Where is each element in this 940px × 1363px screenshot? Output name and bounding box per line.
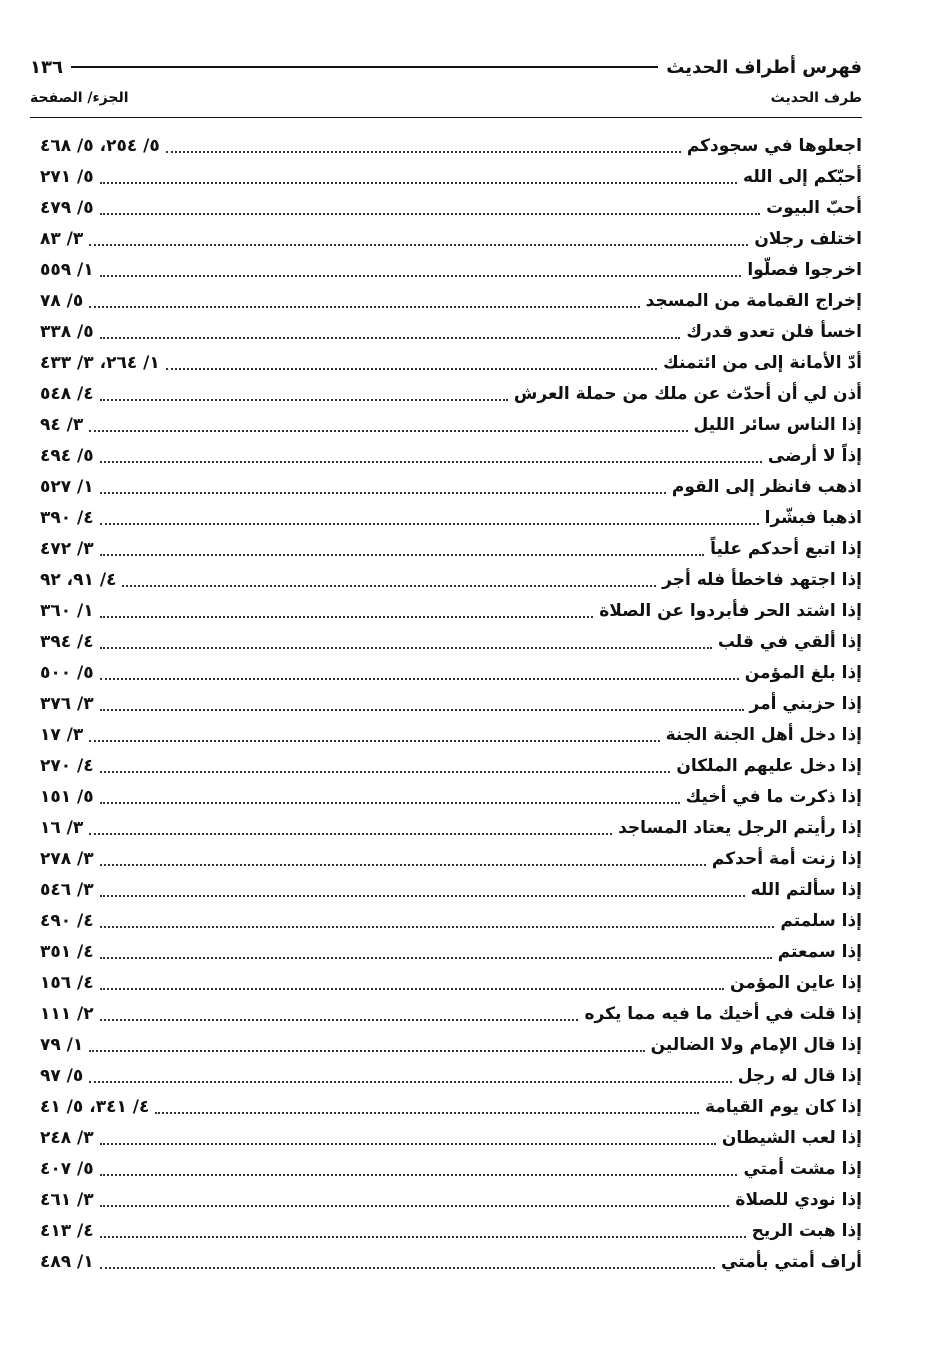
index-entry	[40, 874, 862, 905]
index-entry	[40, 285, 862, 316]
hadith-phrase: أحبّكم إلى الله	[743, 166, 862, 187]
column-heading-volume-page: الجزء/ الصفحة	[30, 90, 129, 106]
hadith-phrase: إذا نودي للصلاة	[735, 1189, 862, 1210]
volume-page-reference: ٥/ ٢٥٤، ٥/ ٤٦٨	[40, 135, 160, 156]
index-entry	[40, 657, 862, 688]
dot-leader	[100, 1174, 738, 1176]
dot-leader	[100, 647, 712, 649]
index-entry	[40, 1029, 862, 1060]
index-entry	[40, 936, 862, 967]
dot-leader	[100, 399, 508, 401]
volume-page-reference: ٥/ ٥٠٠	[40, 662, 94, 683]
index-entry	[40, 1060, 862, 1091]
dot-leader	[166, 368, 657, 370]
header-rule	[71, 66, 658, 68]
dot-leader	[100, 213, 761, 215]
index-entry	[40, 161, 862, 192]
hadith-phrase: اذهبا فبشّرا	[764, 507, 862, 528]
index-entry	[40, 564, 862, 595]
volume-page-reference: ٤/ ٤١٣	[40, 1220, 94, 1241]
dot-leader	[89, 833, 612, 835]
index-entry	[40, 843, 862, 874]
dot-leader	[89, 244, 748, 246]
index-entry	[40, 130, 862, 161]
index-entry	[40, 1153, 862, 1184]
volume-page-reference: ١/ ٧٩	[40, 1034, 84, 1055]
hadith-phrase: اذهب فانظر إلى القوم	[671, 476, 862, 497]
volume-page-reference: ٥/ ٢٧١	[40, 166, 94, 187]
index-entry	[40, 440, 862, 471]
dot-leader	[100, 926, 775, 928]
volume-page-reference: ١/ ٤٨٩	[40, 1251, 94, 1272]
hadith-phrase: اخسأ فلن تعدو قدرك	[686, 321, 862, 342]
dot-leader	[100, 337, 681, 339]
volume-page-reference: ٥/ ٩٧	[40, 1065, 84, 1086]
hadith-phrase: اختلف رجلان	[754, 228, 862, 249]
hadith-phrase: إخراج القمامة من المسجد	[645, 290, 862, 311]
volume-page-reference: ٤/ ٢٧٠	[40, 755, 94, 776]
hadith-phrase: إذا قال الإمام ولا الضالين	[650, 1034, 862, 1055]
hadith-phrase: إذا دخل أهل الجنة الجنة	[665, 724, 862, 745]
volume-page-reference: ٣/ ١٦	[40, 817, 84, 838]
hadith-phrase: أذن لي أن أحدّث عن ملك من حملة العرش	[513, 383, 862, 404]
volume-page-reference: ٤/ ٥٤٨	[40, 383, 94, 404]
page-number: ١٣٦	[30, 56, 63, 78]
index-entry	[40, 905, 862, 936]
volume-page-reference: ٤/ ٣٥١	[40, 941, 94, 962]
hadith-phrase: اخرجوا فصلّوا	[747, 259, 862, 280]
dot-leader	[100, 802, 680, 804]
hadith-phrase: إذا اجتهد فاخطأ فله أجر	[662, 569, 862, 590]
dot-leader	[155, 1112, 699, 1114]
volume-page-reference: ٤/ ١٥٦	[40, 972, 94, 993]
dot-leader	[100, 182, 737, 184]
volume-page-reference: ٣/ ١٧	[40, 724, 84, 745]
column-heading-rule	[30, 117, 862, 118]
hadith-phrase: إذا اشتد الحر فأبردوا عن الصلاة	[599, 600, 862, 621]
dot-leader	[100, 895, 745, 897]
volume-page-reference: ٤/ ٣٩٠	[40, 507, 94, 528]
hadith-phrase: إذا ألقي في قلب	[717, 631, 862, 652]
hadith-phrase: إذا قلت في أخيك ما فيه مما يكره	[584, 1003, 862, 1024]
hadith-phrase: إذاً لا أرضى	[767, 445, 862, 466]
dot-leader	[100, 523, 759, 525]
dot-leader	[100, 461, 762, 463]
index-entry	[40, 1246, 862, 1277]
running-title: فهرس أطراف الحديث	[666, 56, 862, 78]
index-entry	[40, 967, 862, 998]
volume-page-reference: ١/ ٢٦٤، ٣/ ٤٣٣	[40, 352, 160, 373]
volume-page-reference: ٥/ ٤٩٤	[40, 445, 94, 466]
index-entry	[40, 1215, 862, 1246]
volume-page-reference: ٢/ ١١١	[40, 1003, 94, 1024]
index-entry	[40, 316, 862, 347]
hadith-phrase: إذا كان يوم القيامة	[704, 1096, 862, 1117]
volume-page-reference: ١/ ٣٦٠	[40, 600, 94, 621]
hadith-phrase: إذا سمعتم	[777, 941, 862, 962]
dot-leader	[89, 1050, 644, 1052]
running-header	[30, 52, 862, 82]
index-entry	[40, 595, 862, 626]
hadith-phrase: إذا الناس سائر الليل	[693, 414, 862, 435]
hadith-phrase: إذا عاين المؤمن	[730, 972, 862, 993]
index-entry	[40, 688, 862, 719]
hadith-phrase: إذا حزبني أمر	[749, 693, 862, 714]
column-headings	[30, 90, 862, 114]
volume-page-reference: ٣/ ٢٤٨	[40, 1127, 94, 1148]
hadith-phrase: إذا دخل عليهم الملكان	[676, 755, 862, 776]
index-entry	[40, 223, 862, 254]
index-entry	[40, 254, 862, 285]
index-entry	[40, 812, 862, 843]
dot-leader	[100, 709, 744, 711]
index-entry	[40, 626, 862, 657]
dot-leader	[100, 1267, 715, 1269]
index-entry	[40, 781, 862, 812]
volume-page-reference: ٥/ ١٥١	[40, 786, 94, 807]
volume-page-reference: ٣/ ٥٤٦	[40, 879, 94, 900]
volume-page-reference: ٣/ ٤٧٢	[40, 538, 94, 559]
hadith-phrase: إذا رأيتم الرجل يعتاد المساجد	[618, 817, 862, 838]
volume-page-reference: ٥/ ٤٠٧	[40, 1158, 94, 1179]
volume-page-reference: ٣/ ٩٤	[40, 414, 84, 435]
hadith-phrase: إذا سألتم الله	[750, 879, 862, 900]
index-entry	[40, 471, 862, 502]
column-heading-hadith: طرف الحديث	[770, 90, 862, 106]
volume-page-reference: ٤/ ٤٩٠	[40, 910, 94, 931]
volume-page-reference: ٤/ ٣٤١، ٥/ ٤١	[40, 1096, 150, 1117]
dot-leader	[89, 1081, 731, 1083]
volume-page-reference: ٣/ ٣٧٦	[40, 693, 94, 714]
index-entry	[40, 502, 862, 533]
hadith-phrase: إذا هبت الريح	[751, 1220, 862, 1241]
dot-leader	[122, 585, 656, 587]
dot-leader	[100, 678, 739, 680]
dot-leader	[100, 1236, 746, 1238]
volume-page-reference: ١/ ٥٥٩	[40, 259, 94, 280]
index-entry	[40, 192, 862, 223]
index-entry	[40, 347, 862, 378]
dot-leader	[89, 430, 687, 432]
hadith-phrase: إذا زنت أمة أحدكم	[711, 848, 862, 869]
dot-leader	[100, 1205, 730, 1207]
index-entry	[40, 409, 862, 440]
hadith-phrase: إذا قال له رجل	[737, 1065, 862, 1086]
dot-leader	[100, 957, 772, 959]
dot-leader	[100, 1143, 716, 1145]
volume-page-reference: ٥/ ٣٣٨	[40, 321, 94, 342]
hadith-phrase: إذا اتبع أحدكم علياً	[710, 538, 862, 559]
volume-page-reference: ١/ ٥٢٧	[40, 476, 94, 497]
index-entry	[40, 1184, 862, 1215]
hadith-phrase: إذا مشت أمتي	[743, 1158, 862, 1179]
hadith-phrase: أراف أمتي بأمتي	[721, 1251, 862, 1272]
dot-leader	[89, 306, 639, 308]
dot-leader	[100, 1019, 579, 1021]
index-entry	[40, 1122, 862, 1153]
volume-page-reference: ٣/ ٢٧٨	[40, 848, 94, 869]
dot-leader	[100, 275, 742, 277]
dot-leader	[100, 492, 666, 494]
hadith-phrase: إذا لعب الشيطان	[721, 1127, 862, 1148]
hadith-phrase: اجعلوها في سجودكم	[686, 135, 862, 156]
hadith-index-list	[40, 130, 862, 1277]
volume-page-reference: ٣/ ٨٣	[40, 228, 84, 249]
hadith-phrase: أدّ الأمانة إلى من ائتمنك	[663, 352, 862, 373]
index-entry	[40, 750, 862, 781]
dot-leader	[100, 864, 706, 866]
dot-leader	[100, 771, 671, 773]
index-entry	[40, 1091, 862, 1122]
index-entry	[40, 998, 862, 1029]
dot-leader	[100, 554, 704, 556]
volume-page-reference: ٥/ ٤٧٩	[40, 197, 94, 218]
index-entry	[40, 533, 862, 564]
hadith-phrase: إذا بلغ المؤمن	[744, 662, 862, 683]
hadith-phrase: إذا سلمتم	[780, 910, 862, 931]
index-entry	[40, 719, 862, 750]
index-entry	[40, 378, 862, 409]
volume-page-reference: ٣/ ٤٦١	[40, 1189, 94, 1210]
dot-leader	[100, 616, 594, 618]
hadith-phrase: إذا ذكرت ما في أخيك	[685, 786, 862, 807]
dot-leader	[89, 740, 659, 742]
dot-leader	[100, 988, 724, 990]
volume-page-reference: ٤/ ٣٩٤	[40, 631, 94, 652]
volume-page-reference: ٤/ ٩١، ٩٢	[40, 569, 117, 590]
hadith-phrase: أحبّ البيوت	[766, 197, 862, 218]
dot-leader	[166, 151, 681, 153]
volume-page-reference: ٥/ ٧٨	[40, 290, 84, 311]
